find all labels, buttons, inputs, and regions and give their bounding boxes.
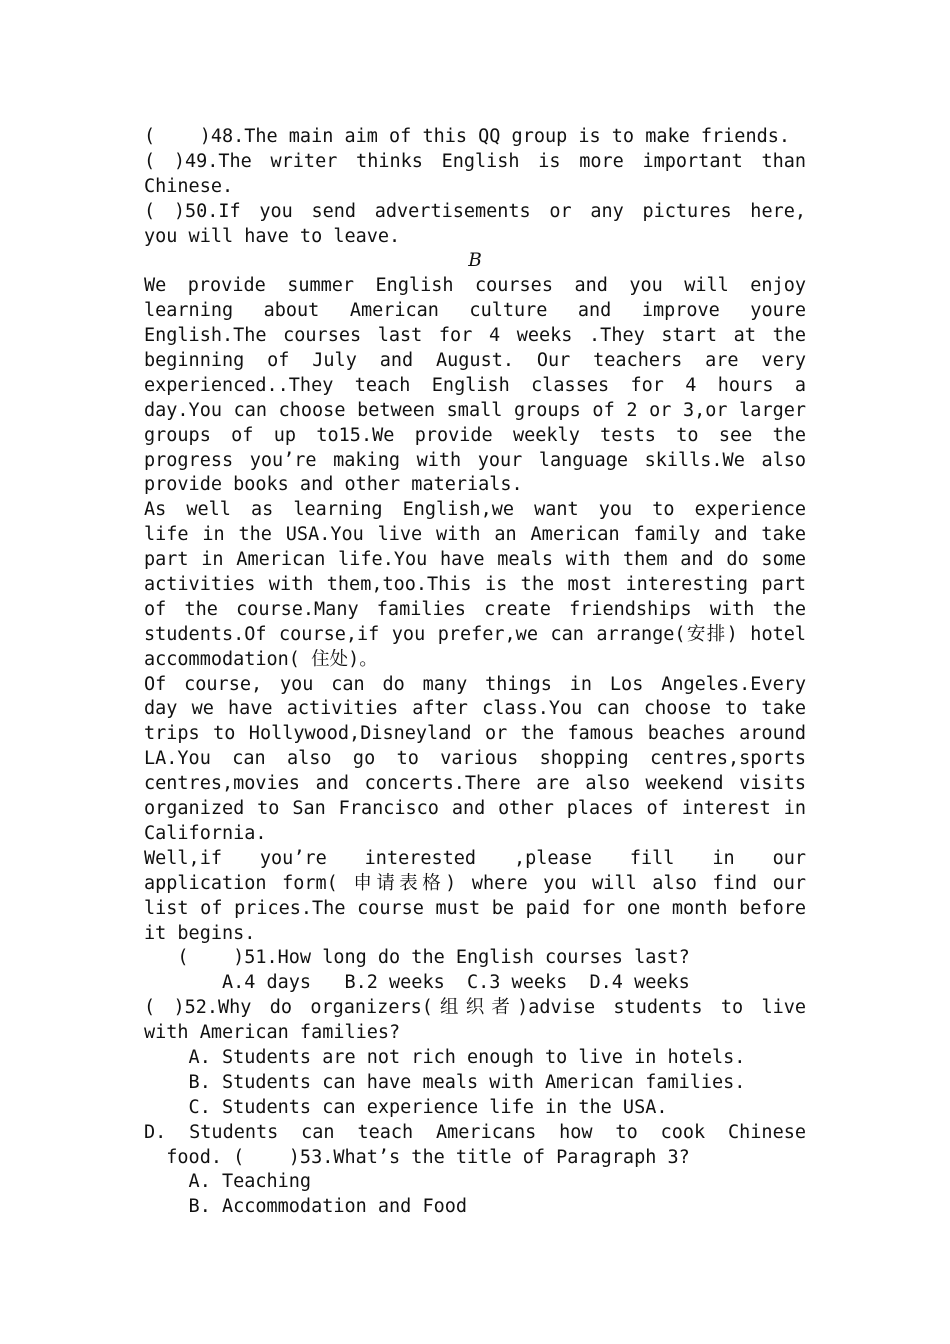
question-line: with American families? (144, 1022, 401, 1044)
question-line: A.4 days B.2 weeks C.3 weeks D.4 weeks (144, 972, 690, 994)
passage-line: students.Of course,if you prefer,we can arrange(安排) hotel (144, 623, 806, 645)
section-title: B (468, 250, 482, 272)
passage-line: We provide summer English courses and you will enjoy (144, 275, 806, 297)
passage-line: English.The courses last for 4 weeks .They start at the (144, 325, 806, 347)
passage-line: California. (144, 822, 267, 844)
passage-line: experienced..They teach English classes for 4 hours a (144, 374, 806, 396)
question-line: ( )52.Why do organizers(组织者)advise students to live (144, 997, 806, 1019)
passage-line: trips to Hollywood,Disneyland or the famous beaches around (144, 723, 806, 745)
passage-line: application form( 申请表格) where you will also find our (144, 872, 806, 894)
passage-line: Of course, you can do many things in Los Angeles.Every (144, 673, 806, 695)
passage-line: provide books and other materials. (144, 474, 523, 496)
passage-line: part in American life.You have meals with them and do some (144, 549, 806, 571)
passage-line: accommodation( 住处)。 (144, 648, 378, 670)
question-line: ( )48.The main aim of this QQ group is to make friends. (144, 126, 791, 147)
passage-line: LA.You can also go to various shopping centres,sports (144, 748, 806, 770)
passage-b (144, 274, 806, 946)
passage-line: day.You can choose between small groups of 2 or 3,or larger (144, 399, 806, 421)
question-line: C. Students can experience life in the USA. (144, 1096, 668, 1118)
question-line: A. Teaching (144, 1171, 312, 1193)
passage-line: organized to San Francisco and other places of interest in (144, 798, 806, 820)
passage-line: day we have activities after class.You can choose to take (144, 698, 806, 720)
passage-line: progress you’re making with your language skills.We also (144, 449, 806, 471)
question-line: B. Students can have meals with American families. (144, 1071, 746, 1093)
passage-line: Well,if you’re interested ,please fill in our (144, 847, 806, 869)
question-line: food. ( )53.What’s the title of Paragraph 3? (144, 1146, 690, 1168)
question-line: A. Students are not rich enough to live in hotels. (144, 1046, 746, 1068)
passage-line: groups of up to15.We provide weekly tests to see the (144, 424, 806, 446)
passage-line: of the course.Many families create friendships with the (144, 598, 806, 620)
passage-line: activities with them,too.This is the most interesting part (144, 574, 806, 596)
passage-line: list of prices.The course must be paid for one month before (144, 897, 806, 919)
question-line: ( )50.If you send advertisements or any pictures here, (144, 200, 806, 222)
question-line: you will have to leave. (144, 225, 401, 247)
document-page (144, 125, 806, 1220)
passage-line: it begins. (144, 922, 256, 944)
passage-line: As well as learning English,we want you to experience (144, 499, 806, 521)
question-line: ( )49.The writer thinks English is more important than (144, 150, 806, 172)
question-line: B. Accommodation and Food (144, 1196, 468, 1218)
passage-line: life in the USA.You live with an American family and take (144, 524, 806, 546)
question-line: ( )51.How long do the English courses last? (144, 947, 690, 969)
passage-line: learning about American culture and improve youre (144, 300, 806, 322)
question-line: D. Students can teach Americans how to cook Chinese (144, 1121, 806, 1143)
question-line: Chinese. (144, 175, 234, 197)
questions-48-50 (144, 125, 806, 249)
questions-51-53 (144, 946, 806, 1220)
passage-line: beginning of July and August. Our teachers are very (144, 350, 806, 372)
passage-line: centres,movies and concerts.There are also weekend visits (144, 773, 806, 795)
